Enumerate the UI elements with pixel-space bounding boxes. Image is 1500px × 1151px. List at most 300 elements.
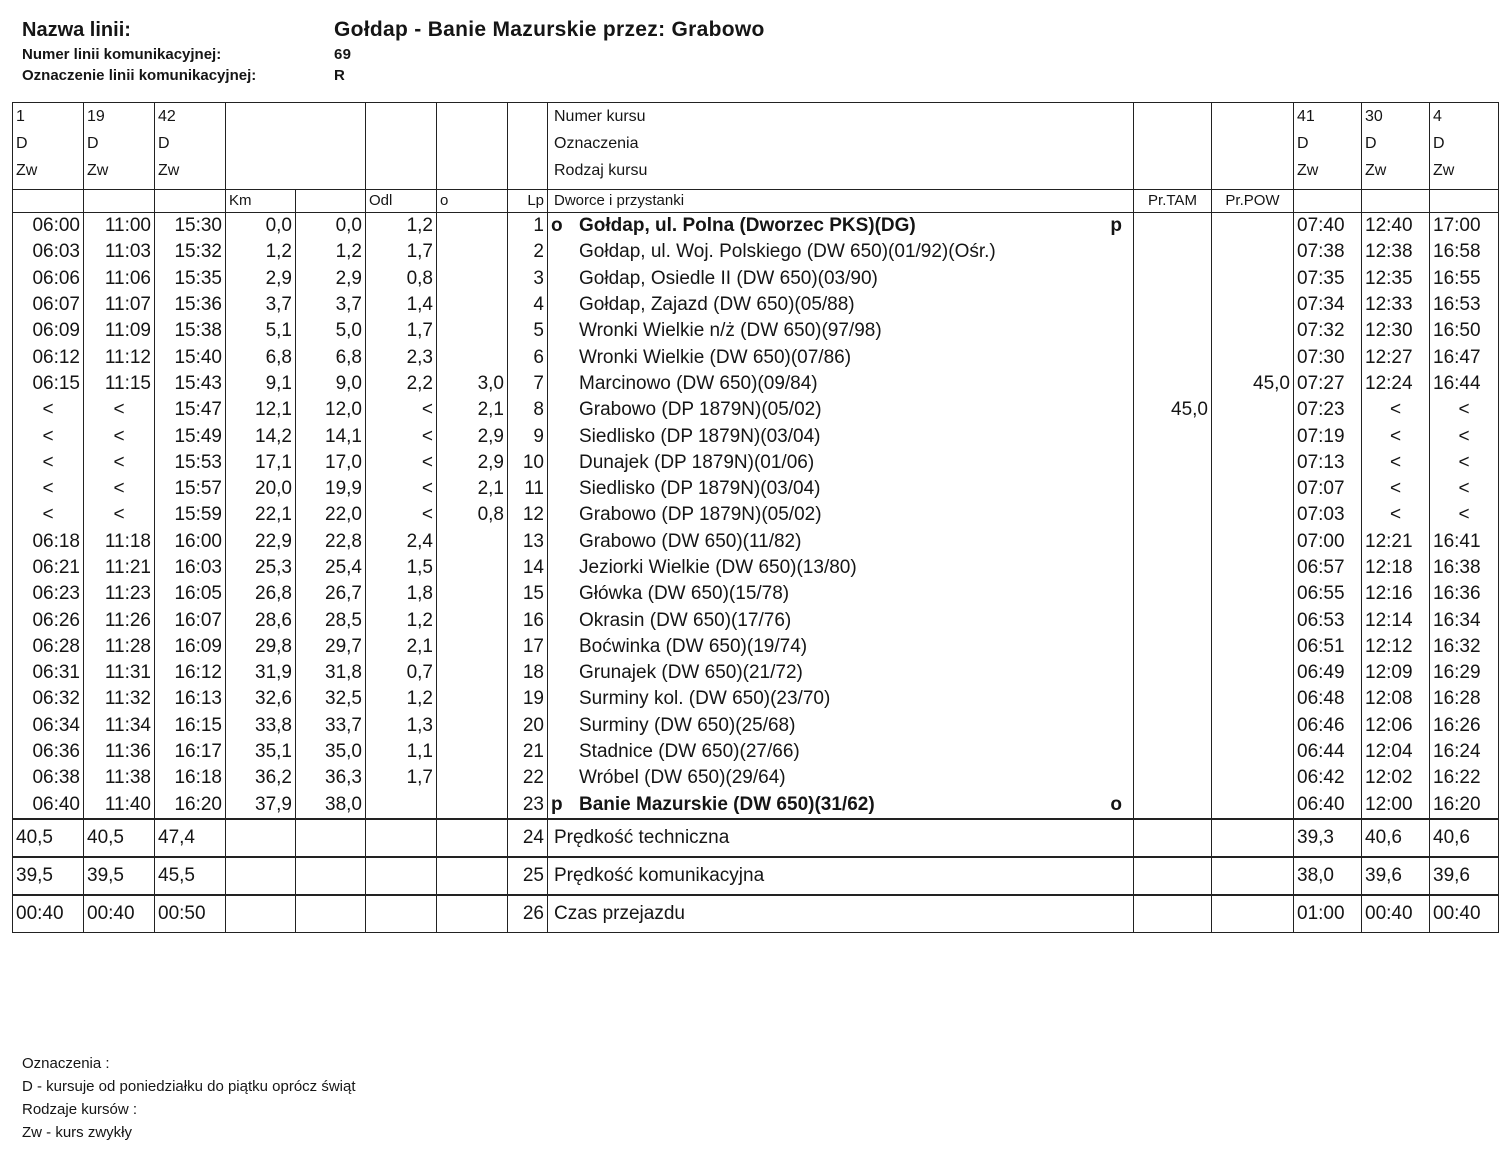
return-time: 16:24 bbox=[1430, 739, 1499, 765]
return-time: 12:12 bbox=[1362, 634, 1430, 660]
o-value bbox=[437, 344, 508, 370]
stop-name: Grabowo (DP 1879N)(05/02) bbox=[579, 399, 822, 421]
return-time: 16:22 bbox=[1430, 765, 1499, 791]
column-header-row bbox=[13, 190, 1499, 213]
pr-tam-value bbox=[1134, 502, 1212, 528]
stop-name: Surminy kol. (DW 650)(23/70) bbox=[579, 688, 831, 710]
stop-cell bbox=[548, 713, 1134, 739]
stop-name: Siedlisko (DP 1879N)(03/04) bbox=[579, 478, 821, 500]
km-value: 17,1 bbox=[226, 450, 296, 476]
pr-pow-value bbox=[1212, 792, 1294, 819]
stop-row bbox=[13, 581, 1499, 607]
stop-name: Boćwinka (DW 650)(19/74) bbox=[579, 635, 808, 657]
km-value: 5,0 bbox=[296, 318, 366, 344]
departure-time: 06:40 bbox=[13, 792, 84, 819]
km-value: 35,1 bbox=[226, 739, 296, 765]
summary-left-value: 40,5 bbox=[84, 819, 155, 857]
return-time: 16:47 bbox=[1430, 344, 1499, 370]
km-value: 17,0 bbox=[296, 450, 366, 476]
pr-tam-value bbox=[1134, 607, 1212, 633]
course-type-label: Rodzaj kursu bbox=[554, 162, 648, 179]
km-value: 14,1 bbox=[296, 423, 366, 449]
blank-header-cell bbox=[1134, 103, 1212, 190]
return-time: 16:28 bbox=[1430, 686, 1499, 712]
return-time: 06:51 bbox=[1294, 634, 1362, 660]
km-value: 6,8 bbox=[226, 344, 296, 370]
pr-pow-value bbox=[1212, 686, 1294, 712]
odl-value: 2,4 bbox=[366, 529, 437, 555]
line-number-value: 69 bbox=[334, 46, 352, 63]
stop-row bbox=[13, 213, 1499, 240]
lp-value: 4 bbox=[508, 292, 548, 318]
o-value bbox=[437, 529, 508, 555]
pr-tam-value bbox=[1134, 739, 1212, 765]
departure-time: 15:57 bbox=[155, 476, 226, 502]
stop-row bbox=[13, 476, 1499, 502]
return-time: 16:26 bbox=[1430, 713, 1499, 739]
o-value: 0,8 bbox=[437, 502, 508, 528]
odl-value: < bbox=[366, 450, 437, 476]
departure-time: 16:18 bbox=[155, 765, 226, 791]
stop-row bbox=[13, 765, 1499, 791]
return-time: 07:07 bbox=[1294, 476, 1362, 502]
km-value: 25,4 bbox=[296, 555, 366, 581]
pr-tam-value: 45,0 bbox=[1134, 397, 1212, 423]
departure-time: 06:31 bbox=[13, 660, 84, 686]
return-time: < bbox=[1430, 450, 1499, 476]
odl-value: < bbox=[366, 502, 437, 528]
return-time: 07:40 bbox=[1294, 213, 1362, 240]
return-time: 12:21 bbox=[1362, 529, 1430, 555]
return-time: < bbox=[1430, 397, 1499, 423]
line-code-value: R bbox=[334, 67, 346, 84]
return-time: 12:35 bbox=[1362, 266, 1430, 292]
odl-value: 2,2 bbox=[366, 371, 437, 397]
stop-name: Dunajek (DP 1879N)(01/06) bbox=[579, 451, 815, 473]
return-time: < bbox=[1362, 397, 1430, 423]
km-value: 0,0 bbox=[226, 213, 296, 240]
o-value bbox=[437, 266, 508, 292]
o-value: 3,0 bbox=[437, 371, 508, 397]
lp-value: 10 bbox=[508, 450, 548, 476]
lp-value: 19 bbox=[508, 686, 548, 712]
line-name-label: Nazwa linii: bbox=[22, 19, 131, 41]
return-time: 16:44 bbox=[1430, 371, 1499, 397]
pr-tam-value bbox=[1134, 555, 1212, 581]
return-time: 07:23 bbox=[1294, 397, 1362, 423]
pr-pow-value bbox=[1212, 555, 1294, 581]
km-value: 22,8 bbox=[296, 529, 366, 555]
departure-time: 06:38 bbox=[13, 765, 84, 791]
pr-pow-value bbox=[1212, 581, 1294, 607]
return-time: 06:53 bbox=[1294, 607, 1362, 633]
km-value: 31,9 bbox=[226, 660, 296, 686]
o-value bbox=[437, 607, 508, 633]
summary-label: Czas przejazdu bbox=[548, 895, 1134, 933]
summary-row bbox=[13, 895, 1499, 933]
stop-cell bbox=[548, 529, 1134, 555]
departure-time: 11:07 bbox=[84, 292, 155, 318]
return-time: 12:30 bbox=[1362, 318, 1430, 344]
pr-tam-value bbox=[1134, 292, 1212, 318]
stop-row bbox=[13, 529, 1499, 555]
timetable bbox=[12, 102, 1499, 933]
pr-tam-value bbox=[1134, 239, 1212, 265]
lp-value: 6 bbox=[508, 344, 548, 370]
summary-right-value: 40,6 bbox=[1430, 819, 1499, 857]
stop-cell bbox=[548, 555, 1134, 581]
departure-time: < bbox=[13, 502, 84, 528]
km-value: 9,0 bbox=[296, 371, 366, 397]
summary-right-value: 01:00 bbox=[1294, 895, 1362, 933]
lp-value: 8 bbox=[508, 397, 548, 423]
summary-left-value: 47,4 bbox=[155, 819, 226, 857]
line-number-label: Numer linii komunikacyjnej: bbox=[22, 46, 222, 63]
stop-end-marker: p bbox=[1110, 215, 1122, 237]
km-value: 2,9 bbox=[226, 266, 296, 292]
departure-time: 15:35 bbox=[155, 266, 226, 292]
departure-time: 11:21 bbox=[84, 555, 155, 581]
stop-row bbox=[13, 792, 1499, 819]
odl-value: 1,3 bbox=[366, 713, 437, 739]
summary-lp: 24 bbox=[508, 819, 548, 857]
return-time: < bbox=[1362, 423, 1430, 449]
odl-value: < bbox=[366, 397, 437, 423]
left-course-header: 1 D Zw bbox=[13, 103, 84, 190]
pr-pow-value bbox=[1212, 450, 1294, 476]
lp-value: 20 bbox=[508, 713, 548, 739]
return-time: 12:16 bbox=[1362, 581, 1430, 607]
departure-time: 15:53 bbox=[155, 450, 226, 476]
departure-time: 16:00 bbox=[155, 529, 226, 555]
departure-time: 11:32 bbox=[84, 686, 155, 712]
departure-time: 11:36 bbox=[84, 739, 155, 765]
line-code-label: Oznaczenie linii komunikacyjnej: bbox=[22, 67, 257, 84]
km-value: 22,0 bbox=[296, 502, 366, 528]
departure-time: 11:38 bbox=[84, 765, 155, 791]
lp-value: 14 bbox=[508, 555, 548, 581]
return-time: 12:18 bbox=[1362, 555, 1430, 581]
course-info-labels bbox=[548, 103, 1134, 190]
right-course-header: 41 D Zw bbox=[1294, 103, 1362, 190]
km-value: 28,5 bbox=[296, 607, 366, 633]
o-value bbox=[437, 555, 508, 581]
km-value: 2,9 bbox=[296, 266, 366, 292]
pr-tam-value bbox=[1134, 581, 1212, 607]
pr-tam-value bbox=[1134, 476, 1212, 502]
stop-cell bbox=[548, 476, 1134, 502]
pr-tam-value bbox=[1134, 213, 1212, 240]
lp-value: 17 bbox=[508, 634, 548, 660]
pr-pow-value: 45,0 bbox=[1212, 371, 1294, 397]
km-value: 25,3 bbox=[226, 555, 296, 581]
return-time: 06:44 bbox=[1294, 739, 1362, 765]
km-value: 29,7 bbox=[296, 634, 366, 660]
summary-right-value: 39,6 bbox=[1430, 857, 1499, 895]
stop-marker: o bbox=[551, 215, 563, 237]
lp-value: 23 bbox=[508, 792, 548, 819]
stop-row bbox=[13, 344, 1499, 370]
stop-cell bbox=[548, 634, 1134, 660]
km-value: 29,8 bbox=[226, 634, 296, 660]
stop-cell bbox=[548, 607, 1134, 633]
blank-header-cell bbox=[226, 103, 366, 190]
stop-cell bbox=[548, 581, 1134, 607]
pr-pow-value bbox=[1212, 292, 1294, 318]
stop-row bbox=[13, 739, 1499, 765]
km-value: 5,1 bbox=[226, 318, 296, 344]
line-number-row bbox=[22, 42, 1482, 63]
pr-pow-header: Pr.POW bbox=[1212, 190, 1294, 213]
o-value: 2,9 bbox=[437, 423, 508, 449]
blank-header-cell bbox=[366, 103, 437, 190]
legend-title: Oznaczenia : bbox=[22, 1055, 110, 1072]
lp-value: 13 bbox=[508, 529, 548, 555]
departure-time: < bbox=[84, 476, 155, 502]
departure-time: 06:18 bbox=[13, 529, 84, 555]
odl-value: 1,2 bbox=[366, 607, 437, 633]
summary-left-value: 39,5 bbox=[13, 857, 84, 895]
odl-value: 1,7 bbox=[366, 318, 437, 344]
return-time: 12:09 bbox=[1362, 660, 1430, 686]
o-value bbox=[437, 765, 508, 791]
stop-name: Gołdap, Osiedle II (DW 650)(03/90) bbox=[579, 267, 878, 289]
lp-value: 9 bbox=[508, 423, 548, 449]
departure-time: < bbox=[13, 476, 84, 502]
stop-cell bbox=[548, 318, 1134, 344]
departure-time: 16:15 bbox=[155, 713, 226, 739]
course-header-row bbox=[13, 103, 1499, 190]
stop-name: Grabowo (DP 1879N)(05/02) bbox=[579, 504, 822, 526]
stop-name: Okrasin (DW 650)(17/76) bbox=[579, 609, 792, 631]
blank-header-cell bbox=[508, 103, 548, 190]
km-value: 22,9 bbox=[226, 529, 296, 555]
departure-time: 15:59 bbox=[155, 502, 226, 528]
return-time: 07:13 bbox=[1294, 450, 1362, 476]
departure-time: 16:13 bbox=[155, 686, 226, 712]
departure-time: 06:15 bbox=[13, 371, 84, 397]
return-time: 06:48 bbox=[1294, 686, 1362, 712]
line-code-row bbox=[22, 63, 1482, 84]
km-value: 19,9 bbox=[296, 476, 366, 502]
km-value: 12,1 bbox=[226, 397, 296, 423]
stop-name: Gołdap, Zajazd (DW 650)(05/88) bbox=[579, 294, 855, 316]
summary-right-value: 00:40 bbox=[1362, 895, 1430, 933]
km-header: Km bbox=[226, 190, 296, 213]
pr-pow-value bbox=[1212, 239, 1294, 265]
departure-time: < bbox=[84, 397, 155, 423]
departure-time: 15:47 bbox=[155, 397, 226, 423]
pr-pow-value bbox=[1212, 318, 1294, 344]
km-value: 20,0 bbox=[226, 476, 296, 502]
departure-time: 11:15 bbox=[84, 371, 155, 397]
odl-value: 0,8 bbox=[366, 266, 437, 292]
summary-lp: 26 bbox=[508, 895, 548, 933]
stop-row bbox=[13, 423, 1499, 449]
departure-time: 16:05 bbox=[155, 581, 226, 607]
departure-time: 06:32 bbox=[13, 686, 84, 712]
departure-time: 06:34 bbox=[13, 713, 84, 739]
km-value: 33,8 bbox=[226, 713, 296, 739]
departure-time: 11:23 bbox=[84, 581, 155, 607]
pr-tam-value bbox=[1134, 765, 1212, 791]
stop-cell bbox=[548, 371, 1134, 397]
stop-name: Gołdap, ul. Polna (Dworzec PKS)(DG) bbox=[579, 215, 916, 237]
stop-row bbox=[13, 634, 1499, 660]
legend-kinds-title: Rodzaje kursów : bbox=[22, 1101, 138, 1118]
return-time: 06:40 bbox=[1294, 792, 1362, 819]
departure-time: 11:34 bbox=[84, 713, 155, 739]
departure-time: 11:31 bbox=[84, 660, 155, 686]
return-time: < bbox=[1362, 476, 1430, 502]
pr-pow-value bbox=[1212, 213, 1294, 240]
right-course-header: 4 D Zw bbox=[1430, 103, 1499, 190]
legend-d-line: D - kursuje od poniedziałku do piątku oprócz świąt bbox=[22, 1078, 356, 1095]
left-course-header: 42 D Zw bbox=[155, 103, 226, 190]
lp-header: Lp bbox=[508, 190, 548, 213]
odl-value: 1,4 bbox=[366, 292, 437, 318]
return-time: 12:02 bbox=[1362, 765, 1430, 791]
stop-cell bbox=[548, 239, 1134, 265]
lp-value: 22 bbox=[508, 765, 548, 791]
return-time: < bbox=[1362, 502, 1430, 528]
departure-time: 11:26 bbox=[84, 607, 155, 633]
stop-name: Jeziorki Wielkie (DW 650)(13/80) bbox=[579, 557, 857, 578]
line-name-row bbox=[22, 16, 1482, 42]
departure-time: 06:06 bbox=[13, 266, 84, 292]
stop-marker: p bbox=[551, 793, 563, 815]
course-number-label: Numer kursu bbox=[554, 108, 646, 125]
stop-row bbox=[13, 266, 1499, 292]
return-time: 12:38 bbox=[1362, 239, 1430, 265]
km-value: 26,7 bbox=[296, 581, 366, 607]
o-value: 2,1 bbox=[437, 397, 508, 423]
odl-value: < bbox=[366, 423, 437, 449]
return-time: 07:19 bbox=[1294, 423, 1362, 449]
summary-right-value: 39,6 bbox=[1362, 857, 1430, 895]
pr-tam-value bbox=[1134, 529, 1212, 555]
pr-pow-value bbox=[1212, 739, 1294, 765]
o-value bbox=[437, 739, 508, 765]
pr-pow-value bbox=[1212, 266, 1294, 292]
stop-name: Marcinowo (DW 650)(09/84) bbox=[579, 372, 818, 394]
pr-tam-value bbox=[1134, 371, 1212, 397]
summary-right-value: 40,6 bbox=[1362, 819, 1430, 857]
return-time: 16:36 bbox=[1430, 581, 1499, 607]
pr-tam-value bbox=[1134, 423, 1212, 449]
pr-tam-value bbox=[1134, 450, 1212, 476]
km-value: 31,8 bbox=[296, 660, 366, 686]
o-header: o bbox=[437, 190, 508, 213]
stop-row bbox=[13, 318, 1499, 344]
departure-time: < bbox=[84, 423, 155, 449]
pr-tam-value bbox=[1134, 344, 1212, 370]
o-value bbox=[437, 634, 508, 660]
pr-pow-value bbox=[1212, 660, 1294, 686]
km-value: 1,2 bbox=[226, 239, 296, 265]
stop-cell bbox=[548, 266, 1134, 292]
return-time: 06:46 bbox=[1294, 713, 1362, 739]
summary-left-value: 00:50 bbox=[155, 895, 226, 933]
stop-cell bbox=[548, 739, 1134, 765]
return-time: < bbox=[1430, 502, 1499, 528]
return-time: 12:08 bbox=[1362, 686, 1430, 712]
return-time: 06:49 bbox=[1294, 660, 1362, 686]
departure-time: 15:36 bbox=[155, 292, 226, 318]
lp-value: 7 bbox=[508, 371, 548, 397]
odl-value: 1,2 bbox=[366, 686, 437, 712]
departure-time: < bbox=[13, 397, 84, 423]
lp-value: 5 bbox=[508, 318, 548, 344]
km-value: 36,2 bbox=[226, 765, 296, 791]
km-value: 22,1 bbox=[226, 502, 296, 528]
stop-row bbox=[13, 502, 1499, 528]
odl-value: 1,7 bbox=[366, 239, 437, 265]
pr-pow-value bbox=[1212, 607, 1294, 633]
summary-right-value: 38,0 bbox=[1294, 857, 1362, 895]
odl-value: < bbox=[366, 476, 437, 502]
o-value bbox=[437, 686, 508, 712]
stop-name: Wróbel (DW 650)(29/64) bbox=[579, 767, 786, 789]
km-value: 14,2 bbox=[226, 423, 296, 449]
departure-time: < bbox=[84, 502, 155, 528]
lp-value: 12 bbox=[508, 502, 548, 528]
stop-cell bbox=[548, 792, 1134, 819]
departure-time: 06:23 bbox=[13, 581, 84, 607]
departure-time: 06:36 bbox=[13, 739, 84, 765]
lp-value: 2 bbox=[508, 239, 548, 265]
departure-time: 06:07 bbox=[13, 292, 84, 318]
departure-time: < bbox=[84, 450, 155, 476]
stop-row bbox=[13, 555, 1499, 581]
return-time: 07:27 bbox=[1294, 371, 1362, 397]
stop-row bbox=[13, 450, 1499, 476]
lp-value: 3 bbox=[508, 266, 548, 292]
return-time: 12:14 bbox=[1362, 607, 1430, 633]
stop-row bbox=[13, 292, 1499, 318]
o-value bbox=[437, 713, 508, 739]
lp-value: 16 bbox=[508, 607, 548, 633]
summary-left-value: 45,5 bbox=[155, 857, 226, 895]
km-value: 3,7 bbox=[226, 292, 296, 318]
km-value: 33,7 bbox=[296, 713, 366, 739]
km-value: 9,1 bbox=[226, 371, 296, 397]
return-time: 16:29 bbox=[1430, 660, 1499, 686]
stop-row bbox=[13, 686, 1499, 712]
departure-time: 16:12 bbox=[155, 660, 226, 686]
km-value: 0,0 bbox=[296, 213, 366, 240]
km-value: 32,6 bbox=[226, 686, 296, 712]
pr-pow-value bbox=[1212, 502, 1294, 528]
summary-left-value: 00:40 bbox=[84, 895, 155, 933]
stop-cell bbox=[548, 765, 1134, 791]
return-time: 07:34 bbox=[1294, 292, 1362, 318]
return-time: 12:40 bbox=[1362, 213, 1430, 240]
return-time: < bbox=[1362, 450, 1430, 476]
departure-time: 06:12 bbox=[13, 344, 84, 370]
departure-time: 06:03 bbox=[13, 239, 84, 265]
stop-end-marker: o bbox=[1110, 793, 1122, 815]
pr-pow-value bbox=[1212, 529, 1294, 555]
stop-name: Stadnice (DW 650)(27/66) bbox=[579, 741, 800, 763]
departure-time: 16:03 bbox=[155, 555, 226, 581]
return-time: 16:32 bbox=[1430, 634, 1499, 660]
stop-cell bbox=[548, 423, 1134, 449]
stop-cell bbox=[548, 502, 1134, 528]
departure-time: 16:09 bbox=[155, 634, 226, 660]
km-value: 37,9 bbox=[226, 792, 296, 819]
o-value bbox=[437, 239, 508, 265]
